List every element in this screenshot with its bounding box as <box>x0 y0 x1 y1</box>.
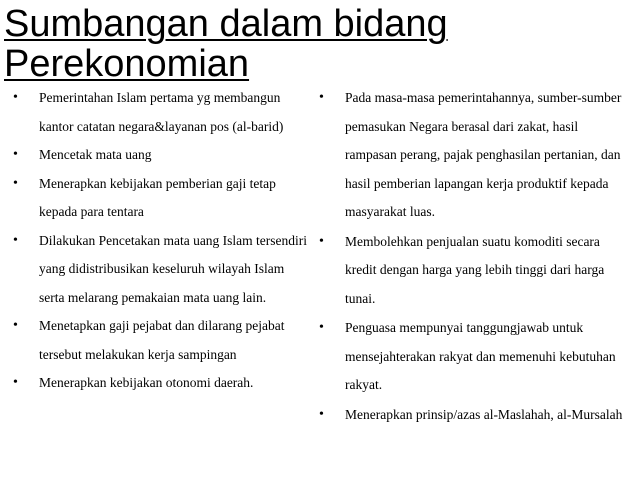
bullet-icon: • <box>13 90 18 105</box>
list-item-text: Dilakukan Pencetakan mata uang Islam tersendiri yang didistribusikan keseluruh wilayah Islam serta melarang pemakaian mata uang lain. <box>39 232 308 305</box>
bullet-icon: • <box>319 233 324 249</box>
left-bullet-list <box>13 84 313 398</box>
list-item-text: Pemerintahan Islam pertama yg membangun kantor catatan negara&layanan pos (al-barid) <box>39 90 284 134</box>
bullet-icon: • <box>13 175 18 191</box>
list-item-text: Menerapkan prinsip/azas al-Maslahah, al-Mursalah <box>345 406 623 422</box>
list-item-text: Menetapkan gaji pejabat dan dilarang pejabat tersebut melakukan kerja sampingan <box>39 318 285 362</box>
list-item <box>13 227 313 313</box>
list-item-text: Menerapkan kebijakan pemberian gaji tetap kepada para tentara <box>39 175 276 219</box>
slide-title-line-2: Perekonomian <box>4 43 250 85</box>
list-item <box>319 314 629 400</box>
list-item <box>13 170 313 227</box>
list-item-text: Pada masa-masa pemerintahannya, sumber-sumber pemasukan Negara berasal dari zakat, hasil rampasan perang, pajak penghasilan pertanian, dan hasil pemberian lapangan kerja produktif kepada masyarakat luas. <box>345 90 622 219</box>
list-item-text: Mencetak mata uang <box>39 147 152 162</box>
slide-title <box>4 4 448 84</box>
bullet-icon: • <box>319 406 324 422</box>
right-bullet-list <box>319 84 629 429</box>
list-item <box>13 312 313 369</box>
list-item-text: Membolehkan penjualan suatu komoditi secara kredit dengan harga yang lebih tinggi dari harga tunai. <box>345 233 605 306</box>
list-item <box>13 84 313 141</box>
list-item <box>13 369 313 398</box>
bullet-icon: • <box>319 320 324 335</box>
list-item <box>319 228 629 314</box>
list-item <box>319 401 629 430</box>
bullet-icon: • <box>13 318 18 333</box>
bullet-icon: • <box>13 375 18 390</box>
bullet-icon: • <box>13 147 18 162</box>
slide-title-line-1: Sumbangan dalam bidang <box>4 3 448 45</box>
bullet-icon: • <box>319 90 324 105</box>
list-item-text: Penguasa mempunyai tanggungjawab untuk mensejahterakan rakyat dan memenuhi kebutuhan rakyat. <box>345 320 616 392</box>
list-item-text: Menerapkan kebijakan otonomi daerah. <box>39 375 254 390</box>
bullet-icon: • <box>13 232 18 248</box>
list-item <box>13 141 313 170</box>
list-item <box>319 84 629 227</box>
